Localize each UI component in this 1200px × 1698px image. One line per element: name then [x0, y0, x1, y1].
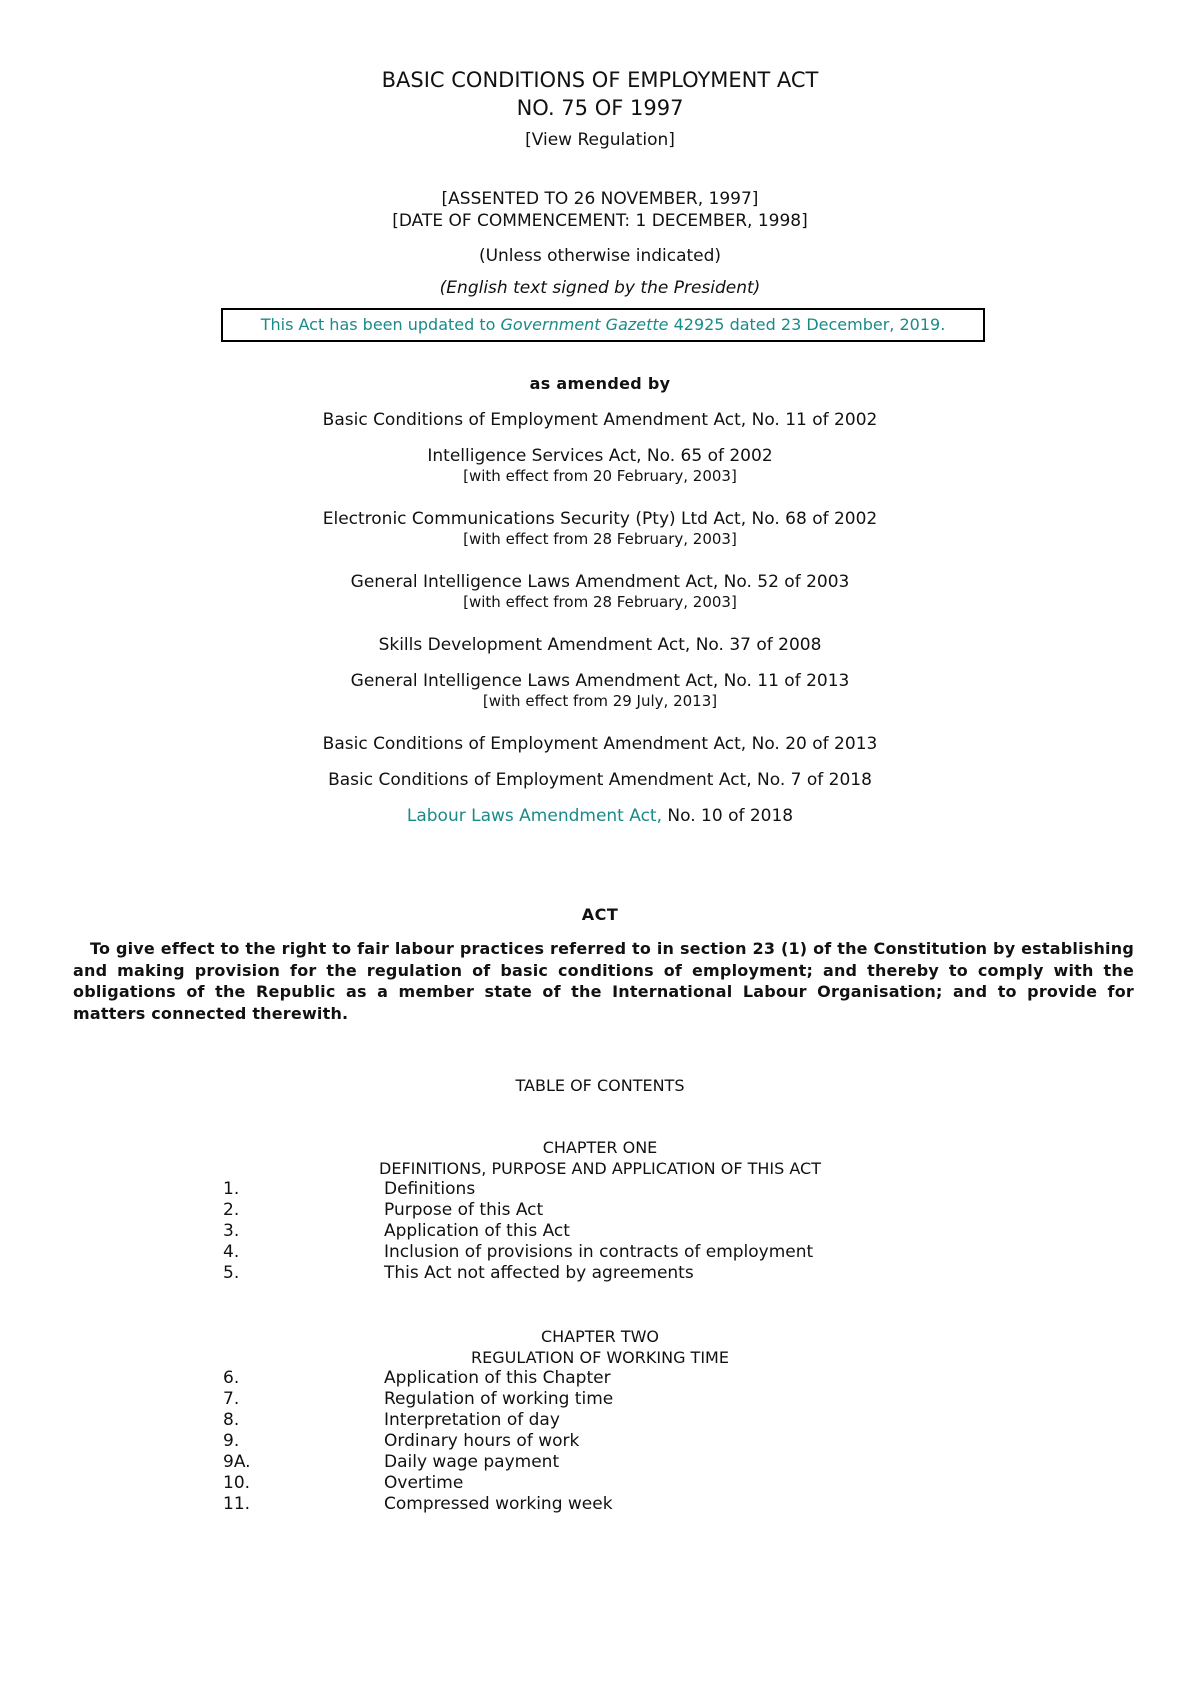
- chapter-title: DEFINITIONS, PURPOSE AND APPLICATION OF THIS ACT: [379, 1159, 821, 1178]
- notice-suffix: 42925 dated 23 December, 2019.: [668, 315, 946, 334]
- amendment-name: Basic Conditions of Employment Amendment Act, No. 11 of 2002: [322, 410, 878, 430]
- labour-laws-amendment-link[interactable]: Labour Laws Amendment Act,: [406, 806, 662, 826]
- assent-block: [0, 188, 1200, 232]
- unless-note: (Unless otherwise indicated): [478, 246, 722, 266]
- table-of-contents: [0, 1137, 1200, 1515]
- section-title: Inclusion of provisions in contracts of employment: [384, 1242, 814, 1262]
- chapter-label: CHAPTER TWO: [540, 1327, 660, 1346]
- amendment-item: [0, 733, 1200, 755]
- amendment-name: General Intelligence Laws Amendment Act, No. 52 of 2003: [350, 572, 850, 592]
- chapter-title: REGULATION OF WORKING TIME: [471, 1348, 729, 1367]
- long-title: To give effect to the right to fair labour practices referred to in section 23 (1) of the Constitution by establishing and making provision for the regulation of basic conditions of employment; and thereby to comply with the obligations of the Republic as a member state of the International Labour Organisation; and to provide for matters connected therewith.: [73, 939, 1134, 1023]
- amendment-effect: [with effect from 20 February, 2003]: [463, 467, 737, 485]
- section-number: 9A.: [223, 1452, 251, 1472]
- toc-entry[interactable]: [0, 1473, 1200, 1494]
- update-notice-box: [221, 308, 985, 342]
- amendment-item: [0, 634, 1200, 656]
- amended-by-heading: as amended by: [529, 374, 671, 393]
- section-number: 6.: [223, 1368, 240, 1388]
- section-title: Overtime: [384, 1473, 464, 1493]
- amendment-effect: [with effect from 28 February, 2003]: [463, 530, 737, 548]
- section-number: 8.: [223, 1410, 240, 1430]
- amendment-name: Intelligence Services Act, No. 65 of 2002: [427, 446, 773, 466]
- toc-entry[interactable]: [0, 1431, 1200, 1452]
- section-title: Regulation of working time: [384, 1389, 614, 1409]
- section-title: Application of this Chapter: [384, 1368, 611, 1388]
- section-title: Ordinary hours of work: [384, 1431, 580, 1451]
- section-number: 4.: [223, 1242, 240, 1262]
- amendment-effect: [with effect from 29 July, 2013]: [482, 692, 718, 710]
- toc-entry[interactable]: [0, 1179, 1200, 1200]
- section-title: Purpose of this Act: [384, 1200, 544, 1220]
- toc-chapter: [0, 1326, 1200, 1515]
- amendment-item: [0, 805, 1200, 827]
- toc-entry[interactable]: [0, 1242, 1200, 1263]
- section-number: 5.: [223, 1263, 240, 1283]
- amendment-item: [0, 769, 1200, 791]
- amendment-name: Basic Conditions of Employment Amendment Act, No. 7 of 2018: [328, 770, 872, 790]
- notice-prefix: This Act has been updated to: [260, 315, 501, 334]
- toc-entry[interactable]: [0, 1410, 1200, 1431]
- notice-gazette: Government Gazette: [500, 315, 669, 334]
- amendment-list: [0, 409, 1200, 791]
- toc-entry[interactable]: [0, 1263, 1200, 1284]
- chapter-label: CHAPTER ONE: [542, 1138, 658, 1157]
- section-number: 2.: [223, 1200, 240, 1220]
- section-title: Application of this Act: [384, 1221, 570, 1241]
- section-title: Definitions: [384, 1179, 476, 1199]
- toc-entry[interactable]: [0, 1494, 1200, 1515]
- section-number: 9.: [223, 1431, 240, 1451]
- section-number: 1.: [223, 1179, 240, 1199]
- amendment-name: Skills Development Amendment Act, No. 37 of 2008: [378, 635, 822, 655]
- section-title: Interpretation of day: [384, 1410, 560, 1430]
- toc-entry[interactable]: [0, 1389, 1200, 1410]
- view-regulation-link[interactable]: [View Regulation]: [525, 130, 675, 150]
- amendment-item: [0, 409, 1200, 431]
- amendment-last-suffix: No. 10 of 2018: [662, 806, 794, 826]
- amendment-effect: [with effect from 28 February, 2003]: [463, 593, 737, 611]
- section-title: This Act not affected by agreements: [384, 1263, 694, 1283]
- amendment-item: [0, 571, 1200, 612]
- section-title: Daily wage payment: [384, 1452, 560, 1472]
- section-title: Compressed working week: [384, 1494, 613, 1514]
- amendment-item: [0, 508, 1200, 549]
- act-title-line2: NO. 75 OF 1997: [516, 96, 684, 120]
- section-number: 3.: [223, 1221, 240, 1241]
- toc-heading: TABLE OF CONTENTS: [515, 1076, 685, 1095]
- toc-entry[interactable]: [0, 1368, 1200, 1389]
- toc-chapter: [0, 1137, 1200, 1284]
- toc-entry[interactable]: [0, 1221, 1200, 1242]
- assented-date: [ASSENTED TO 26 NOVEMBER, 1997]: [441, 189, 759, 209]
- section-number: 10.: [223, 1473, 251, 1493]
- act-title: [0, 66, 1200, 122]
- section-number: 11.: [223, 1494, 251, 1514]
- signed-note: (English text signed by the President): [439, 278, 761, 298]
- act-title-line1: BASIC CONDITIONS OF EMPLOYMENT ACT: [381, 68, 819, 92]
- toc-entry[interactable]: [0, 1452, 1200, 1473]
- section-number: 7.: [223, 1389, 240, 1409]
- amendment-name: General Intelligence Laws Amendment Act, No. 11 of 2013: [350, 671, 850, 691]
- amendment-item: [0, 670, 1200, 711]
- amendment-item: [0, 445, 1200, 486]
- act-heading: ACT: [581, 905, 619, 924]
- toc-entry[interactable]: [0, 1200, 1200, 1221]
- commencement-date: [DATE OF COMMENCEMENT: 1 DECEMBER, 1998]: [392, 211, 808, 231]
- amendment-name: Electronic Communications Security (Pty) Ltd Act, No. 68 of 2002: [322, 509, 878, 529]
- amendment-name: Basic Conditions of Employment Amendment Act, No. 20 of 2013: [322, 734, 878, 754]
